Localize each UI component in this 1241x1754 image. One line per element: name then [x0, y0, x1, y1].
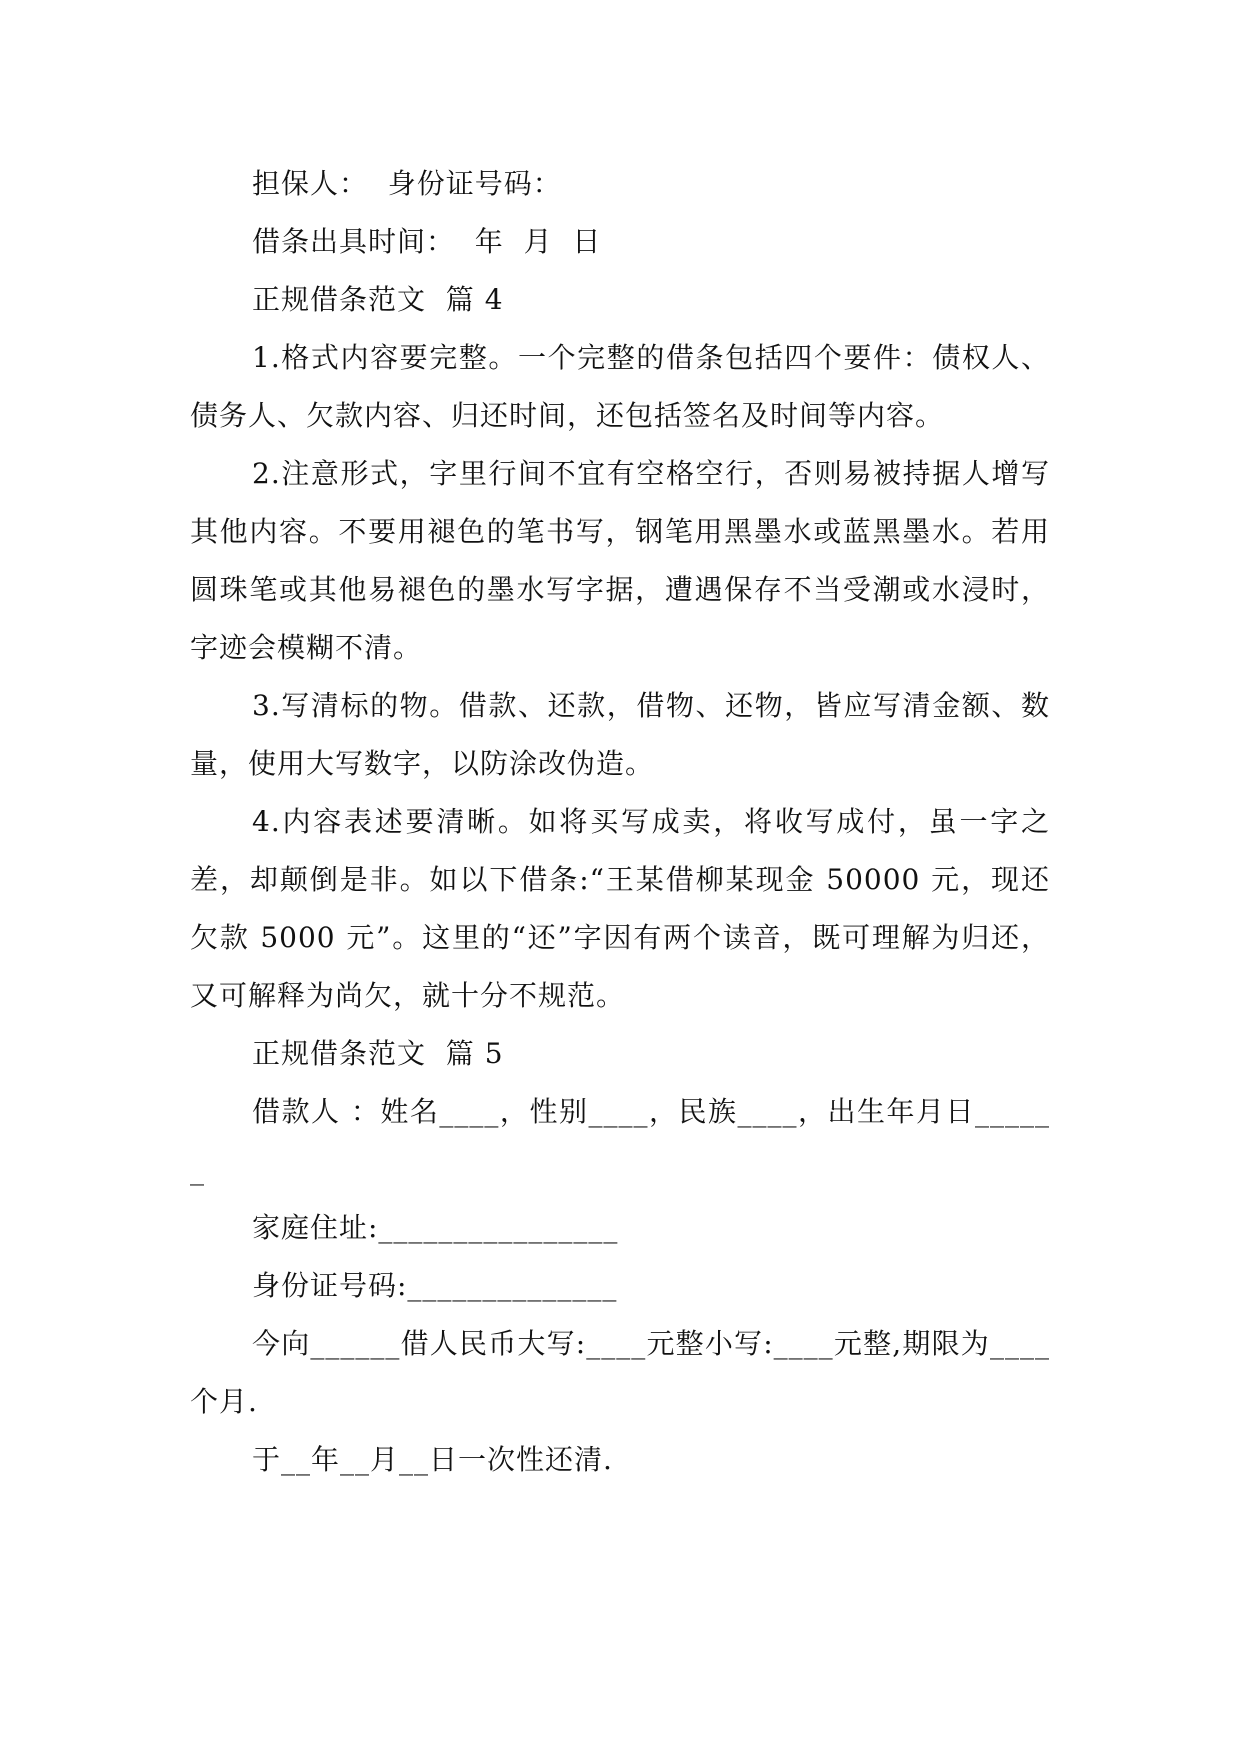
borrower-line: 借款人 ：姓名____，性别____，民族____，出生年月日______	[190, 1095, 1050, 1186]
section-heading-4: 正规借条范文 篇 4	[252, 283, 504, 316]
paragraph-form: 2.注意形式，字里行间不宜有空格空行，否则易被持据人增写其他内容。不要用褪色的笔书写，钢笔用黑墨水或蓝黑墨水。若用圆珠笔或其他易褪色的墨水写字据，遭遇保存不当受潮或水浸时，字迹会模糊不清。	[190, 457, 1050, 664]
address-line: 家庭住址:________________	[252, 1211, 619, 1244]
issue-date-line: 借条出具时间： 年 月 日	[252, 225, 602, 258]
paragraph-clarity: 4.内容表述要清晰。如将买写成卖，将收写成付，虽一字之差，却颠倒是非。如以下借条:“王某借柳某现金 50000 元，现还欠款 5000 元”。这里的“还”字因有两个读音，既可理解为归还，又可解释为尚欠，就十分不规范。	[190, 805, 1050, 1012]
repayment-line: 于__年__月__日一次性还清.	[252, 1443, 613, 1476]
section-heading-5: 正规借条范文 篇 5	[252, 1037, 504, 1070]
loan-amount-line: 今向______借人民币大写:____元整小写:____元整,期限为____个月.	[190, 1327, 1050, 1418]
id-number-line: 身份证号码:______________	[252, 1269, 618, 1302]
paragraph-format: 1.格式内容要完整。一个完整的借条包括四个要件：债权人、债务人、欠款内容、归还时间，还包括签名及时间等内容。	[190, 341, 1050, 432]
paragraph-object: 3.写清标的物。借款、还款，借物、还物，皆应写清金额、数量，使用大写数字，以防涂改伪造。	[190, 689, 1050, 780]
document-body	[190, 155, 1050, 1489]
guarantor-line: 担保人： 身份证号码：	[252, 167, 562, 200]
